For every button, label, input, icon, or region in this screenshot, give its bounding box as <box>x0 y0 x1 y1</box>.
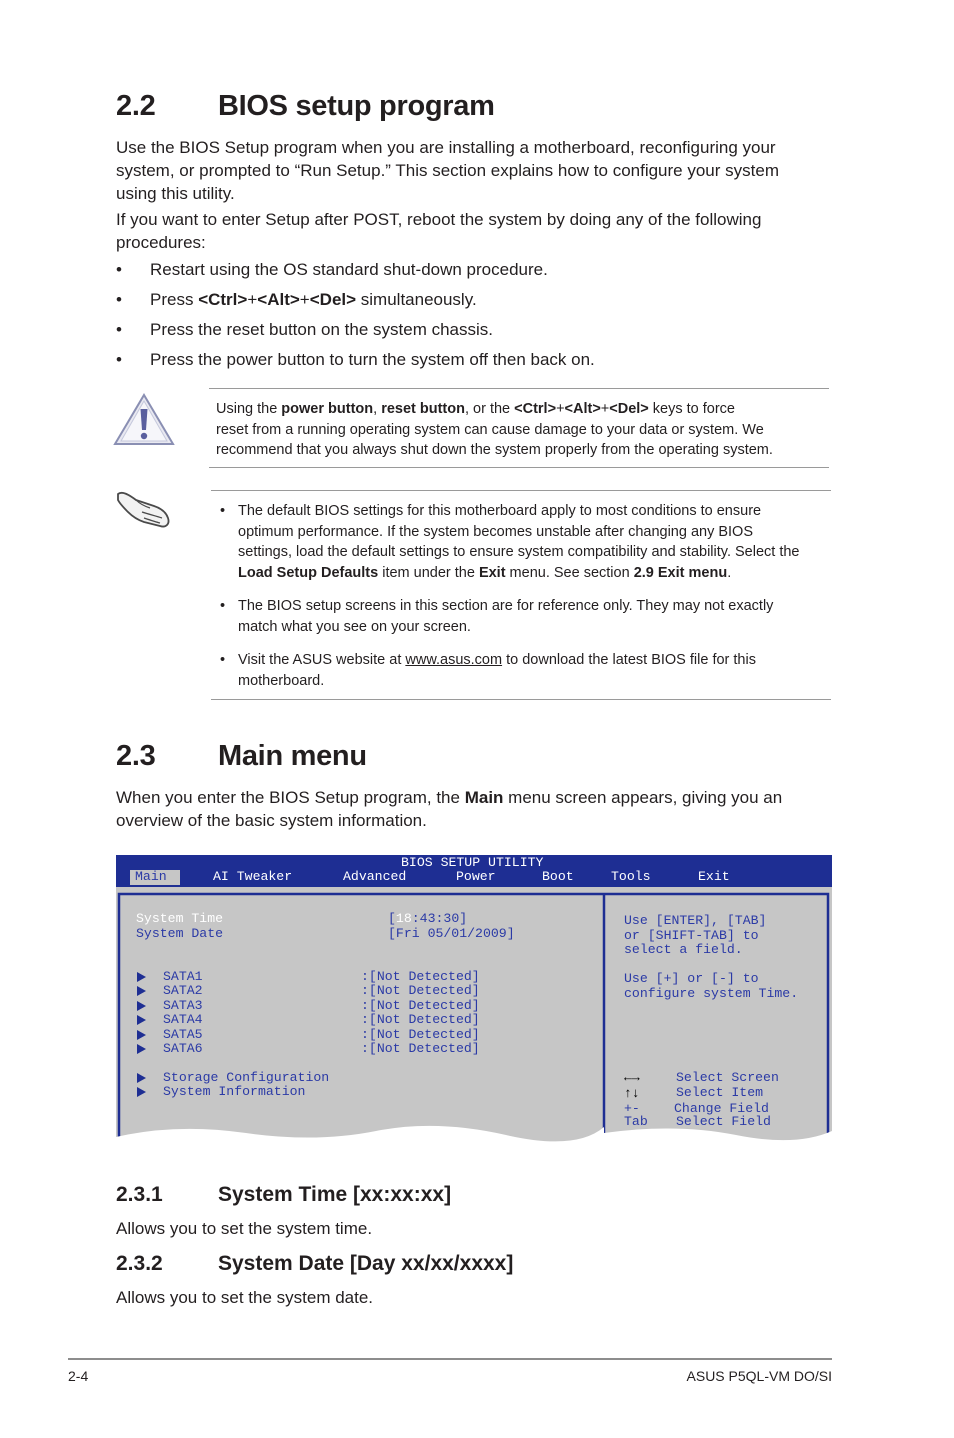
bios-tab-advanced[interactable]: Advanced <box>343 869 407 884</box>
bios-system-date-value[interactable]: [Fri 05/01/2009] <box>388 926 515 941</box>
bios-sata6-label[interactable]: SATA6 <box>163 1041 203 1056</box>
bios-key-desc: Select Field <box>676 1114 771 1129</box>
warning-text: Using the power button, reset button, or the <Ctrl>+<Alt>+<Del> keys to force reset from a running operating system can cause damage to your data or system. We recommend that you always shut down the system properly from the operating system. <box>216 401 773 458</box>
submenu-arrow-icon <box>137 1073 146 1083</box>
submenu-arrow-icon <box>137 972 146 982</box>
section-heading-2-2 <box>116 90 836 126</box>
bios-screenshot <box>116 855 832 1155</box>
bios-help-text: select a field. <box>624 942 743 957</box>
bios-tab-boot[interactable]: Boot <box>542 869 574 884</box>
bios-sata3-label[interactable]: SATA3 <box>163 998 203 1013</box>
bios-sata5-value: :[Not Detected] <box>361 1027 480 1042</box>
bios-sata3-value: :[Not Detected] <box>361 998 480 1013</box>
bios-key-desc: Select Screen <box>676 1070 779 1085</box>
procedure-paragraph: If you want to enter Setup after POST, reboot the system by doing any of the following procedures: <box>116 210 762 252</box>
intro-paragraph: Use the BIOS Setup program when you are installing a motherboard, reconfiguring your system, or prompted to “Run Setup.” This section explains how to configure your system using this utility. <box>116 138 779 203</box>
bios-system-time-value[interactable]: [18:43:30] <box>388 911 468 926</box>
submenu-arrow-icon <box>137 1087 146 1097</box>
warning-top-rule <box>209 388 829 389</box>
submenu-arrow-icon <box>137 1015 146 1025</box>
bios-tab-exit[interactable]: Exit <box>698 869 730 884</box>
section-number: 2.2 <box>116 90 156 122</box>
list-item: • Press <Ctrl>+<Alt>+<Del> simultaneously. <box>116 290 477 309</box>
footer-rule <box>68 1358 832 1360</box>
note-top-rule <box>211 490 831 491</box>
bios-sata2-label[interactable]: SATA2 <box>163 983 203 998</box>
section-heading-2-3 <box>116 740 836 776</box>
main-menu-paragraph: When you enter the BIOS Setup program, the Main menu screen appears, giving you an overview of the basic system information. <box>116 788 783 830</box>
section-heading-2-3-2: 2.3.2 System Date [Day xx/xx/xxxx] <box>116 1252 514 1275</box>
bios-help-text: configure system Time. <box>624 986 799 1001</box>
asus-website-link[interactable]: www.asus.com <box>405 652 503 668</box>
warning-bottom-rule <box>209 467 829 468</box>
tab-key: Tab <box>624 1114 648 1129</box>
section-title: Main menu <box>218 740 367 772</box>
pointing-hand-icon <box>114 488 174 532</box>
plus-minus-key: +- <box>624 1101 640 1116</box>
bios-tab-main[interactable]: Main <box>135 869 167 884</box>
bios-title: BIOS SETUP UTILITY <box>401 855 544 870</box>
submenu-arrow-icon <box>137 986 146 996</box>
submenu-arrow-icon <box>137 1044 146 1054</box>
system-date-description: Allows you to set the system date. <box>116 1288 374 1307</box>
note-bottom-rule <box>211 699 831 700</box>
bios-help-text: or [SHIFT-TAB] to <box>624 928 759 943</box>
page-number: 2-4 <box>68 1368 89 1384</box>
bios-key-desc: Select Item <box>676 1085 764 1100</box>
up-down-arrows-icon: ↑↓ <box>624 1086 640 1101</box>
bios-sata5-label[interactable]: SATA5 <box>163 1027 203 1042</box>
bios-tab-tools[interactable]: Tools <box>611 869 651 884</box>
bios-sata2-value: :[Not Detected] <box>361 983 480 998</box>
bios-sata1-label[interactable]: SATA1 <box>163 969 203 984</box>
bios-key-desc: Change Field <box>674 1101 769 1116</box>
bios-help-text: Use [ENTER], [TAB] <box>624 913 767 928</box>
list-item: • Restart using the OS standard shut-down procedure. <box>116 260 548 279</box>
bios-system-date-label[interactable]: System Date <box>136 926 224 941</box>
bios-help-text: Use [+] or [-] to <box>624 971 759 986</box>
bios-sata4-label[interactable]: SATA4 <box>163 1012 203 1027</box>
list-item: • Press the reset button on the system chassis. <box>116 320 493 339</box>
left-right-arrows-icon: ←→ <box>624 1070 640 1085</box>
bios-storage-configuration[interactable]: Storage Configuration <box>163 1070 330 1085</box>
bios-tab-ai-tweaker[interactable]: AI Tweaker <box>213 869 293 884</box>
bios-sata6-value: :[Not Detected] <box>361 1041 480 1056</box>
bios-sata4-value: :[Not Detected] <box>361 1012 480 1027</box>
bios-system-time-label[interactable]: System Time <box>136 911 224 926</box>
submenu-arrow-icon <box>137 1030 146 1040</box>
bios-tab-power[interactable]: Power <box>456 869 496 884</box>
submenu-arrow-icon <box>137 1001 146 1011</box>
bios-sata1-value: :[Not Detected] <box>361 969 480 984</box>
bios-system-information[interactable]: System Information <box>163 1084 306 1099</box>
section-heading-2-3-1: 2.3.1 System Time [xx:xx:xx] <box>116 1183 452 1206</box>
list-item: • Press the power button to turn the system off then back on. <box>116 350 595 369</box>
section-number: 2.3 <box>116 740 156 772</box>
warning-triangle-icon <box>112 392 176 448</box>
system-time-description: Allows you to set the system time. <box>116 1219 373 1238</box>
section-title: BIOS setup program <box>218 90 495 122</box>
product-name: ASUS P5QL-VM DO/SI <box>686 1368 832 1384</box>
